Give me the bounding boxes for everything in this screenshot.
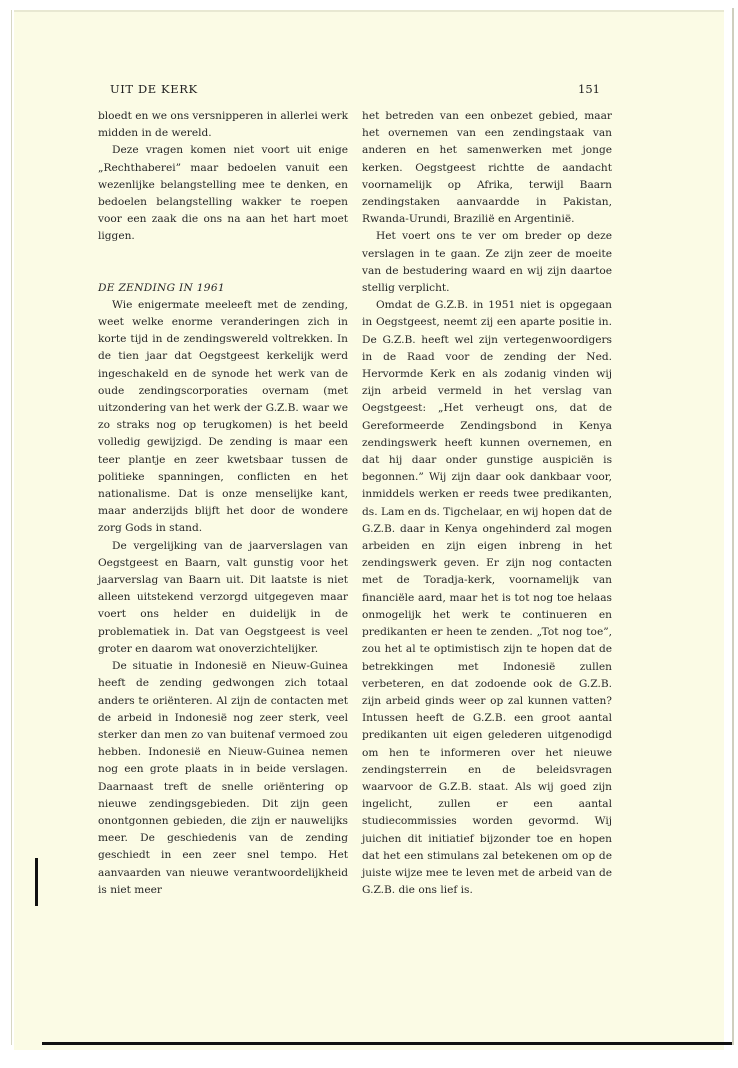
page-number: 151 (578, 82, 600, 96)
page-edge-right (732, 8, 734, 1045)
paragraph: het betreden van een onbezet gebied, maar het overnemen van een zendingstaak van anderen en het samenwerken met jonge kerken. Oegstgeest richtte de aandacht voornamelijk op Afrika, terwijl Baarn zendingstaken aanvaardde in Pakistan, Rwanda-Urundi, Brazilië en Argentinië. (362, 110, 612, 226)
page-edge-top (14, 10, 724, 12)
right-column (362, 108, 612, 899)
page-edge-bottom (42, 1042, 732, 1045)
paragraph: Omdat de G.Z.B. in 1951 niet is opgegaan in Oegstgeest, neemt zij een aparte positie in. De G.Z.B. heeft wel zijn vertegenwoordigers in de Raad voor de zending der Ned. Hervormde Kerk en als zodanig vinden wij zijn arbeid vermeld in het verslag van Oegstgeest: „Het verheugt ons, dat de Gereformeerde Zendingsbond in Kenya zendingswerk heeft kunnen overnemen, en dat hij daar onder gunstige auspiciën is begonnen.” Wij zijn daar ook dankbaar voor, inmiddels werken er reeds twee predikanten, ds. Lam en ds. Tigchelaar, en wij hopen dat de G.Z.B. daar in Kenya ongehinderd zal mogen arbeiden en zijn eigen inbreng in het zendingswerk geven. Er zijn nog contacten met de Toradja-kerk, voornamelijk van financiële aard, maar het is tot nog toe helaas onmogelijk het werk te continueren en predikanten er heen te zenden. „Tot nog toe”, zou het al te optimistisch zijn te hopen dat de betrekkingen met Indonesië zullen verbeteren, en dat zodoende ook de G.Z.B. zijn arbeid ginds weer op zal kunnen vatten? Intussen heeft de G.Z.B. een groot aantal predikanten uit eigen gelederen uitgenodigd om hen te informeren over het nieuwe zendingsterrein en de beleidsvragen waarvoor de G.Z.B. staat. Als wij goed zijn ingelicht, zullen er een aantal studiecommissies worden gevormd. Wij juichen dit initiatief bijzonder toe en hopen dat het een stimulans zal betekenen om op de juiste wijze mee te leven met de arbeid van de G.Z.B. die ons lief is. (362, 299, 612, 897)
paragraph: bloedt en we ons versnipperen in allerlei werk midden in de wereld. (98, 110, 348, 140)
paragraph: De vergelijking van de jaarverslagen van Oegstgeest en Baarn, valt gunstig voor het jaarverslag van Baarn uit. Dit laatste is niet alleen uitstekend verzorgd uitgegeven maar voert ons helder en duidelijk in de problematiek in. Dat van Oegstgeest is veel groter en daarom wat onoverzichtelijker. (98, 539, 348, 655)
paragraph: De situatie in Indonesië en Nieuw-Guinea heeft de zending gedwongen zich totaal anders te oriënteren. Al zijn de contacten met de arbeid in Indonesië nog zeer sterk, veel sterker dan men zo van buitenaf vermoed zou hebben. Indonesië en Nieuw-Guinea nemen nog een grote plaats in in beide verslagen. Daarnaast treft de snelle oriëntering op nieuwe zendingsgebieden. Dit zijn geen onontgonnen gebieden, die zijn er nauwelijks meer. De geschiedenis van de zending geschiedt in een zeer snel tempo. Het aanvaarden van nieuwe verantwoordelijkheid is niet meer (98, 660, 348, 896)
margin-mark (35, 858, 38, 906)
paragraph: Deze vragen komen niet voort uit enige „Rechthaberei” maar bedoelen vanuit een wezenlijke belangstelling mee te denken, en bedoelen belangstelling wakker te roepen voor een zaak die ons na aan het hart moet liggen. (98, 144, 348, 243)
running-head-title: UIT DE KERK (110, 82, 198, 96)
section-heading: DE ZENDING IN 1961 (98, 281, 225, 294)
paragraph: Wie enigermate meeleeft met de zending, weet welke enorme veranderingen zich in korte tijd in de zendingswereld voltrekken. In de tien jaar dat Oegstgeest kerkelijk werd ingeschakeld en de synode het werk van de oude zendingscorporaties overnam (met uitzondering van het werk der G.Z.B. waar we zo straks nog op terugkomen) is het beeld volledig gewijzigd. De zending is maar een teer plantje en zeer kwetsbaar tussen de politieke spanningen, conflicten en het nationalisme. Dat is onze menselijke kant, maar anderzijds blijft het door de wondere zorg Gods in stand. (98, 298, 348, 535)
left-column (98, 108, 348, 899)
page-edge-left (11, 10, 12, 1045)
paragraph: Het voert ons te ver om breder op deze verslagen in te gaan. Ze zijn zeer de moeite van de bestudering waard en wij zijn daartoe stellig verplicht. (362, 230, 612, 295)
